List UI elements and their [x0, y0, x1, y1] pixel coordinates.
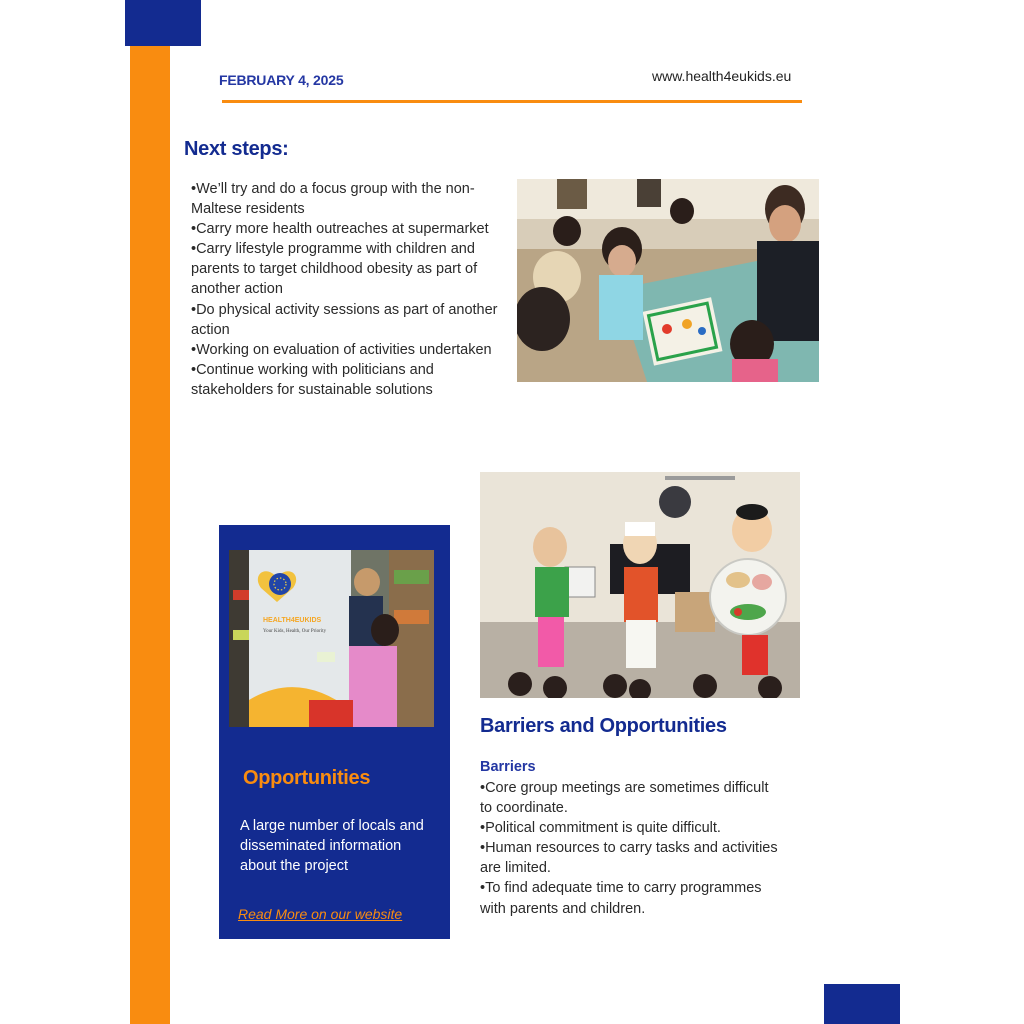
bottom-accent-square	[824, 984, 900, 1024]
mascots-performance-photo	[480, 472, 800, 698]
newsletter-date: FEBRUARY 4, 2025	[219, 72, 344, 88]
outreach-stand-photo	[229, 550, 434, 727]
barrier-item: •To find adequate time to carry programmes with parents and children.	[480, 880, 762, 917]
classroom-activity-photo	[517, 179, 819, 382]
opportunities-text: A large number of locals and disseminated information about the project	[240, 818, 424, 874]
barriers-subtitle: Barriers	[480, 759, 536, 775]
next-steps-item: •Carry more health outreaches at supermarket	[191, 221, 489, 238]
top-accent-square	[125, 0, 201, 46]
barrier-item: •Political commitment is quite difficult.	[480, 820, 721, 837]
read-more-link[interactable]: Read More on our website	[238, 906, 403, 922]
next-steps-item: •Working on evaluation of activities undertaken	[191, 341, 492, 358]
stand-tagline: Your Kids, Health, Our Priority	[263, 629, 327, 634]
header-divider	[222, 100, 802, 103]
barrier-item: •Human resources to carry tasks and activities are limited.	[480, 840, 778, 877]
side-accent-bar	[130, 0, 170, 1024]
opportunities-title: Opportunities	[243, 767, 371, 789]
barriers-list	[480, 778, 780, 919]
barriers-opportunities-title: Barriers and Opportunities	[480, 715, 727, 737]
next-steps-title: Next steps:	[184, 138, 289, 160]
website-url[interactable]: www.health4eukids.eu	[652, 68, 792, 84]
barrier-item: •Core group meetings are sometimes difficult to coordinate.	[480, 780, 769, 817]
next-steps-item: •We’ll try and do a focus group with the non-Maltese residents	[191, 181, 475, 218]
next-steps-list	[191, 179, 501, 400]
next-steps-item: •Continue working with politicians and stakeholders for sustainable solutions	[191, 361, 434, 398]
next-steps-item: •Do physical activity sessions as part of another action	[191, 301, 498, 338]
stand-logo-text: HEALTH4EUKIDS	[263, 617, 322, 624]
next-steps-item: •Carry lifestyle programme with children and parents to target childhood obesity as part of another action	[191, 241, 478, 298]
